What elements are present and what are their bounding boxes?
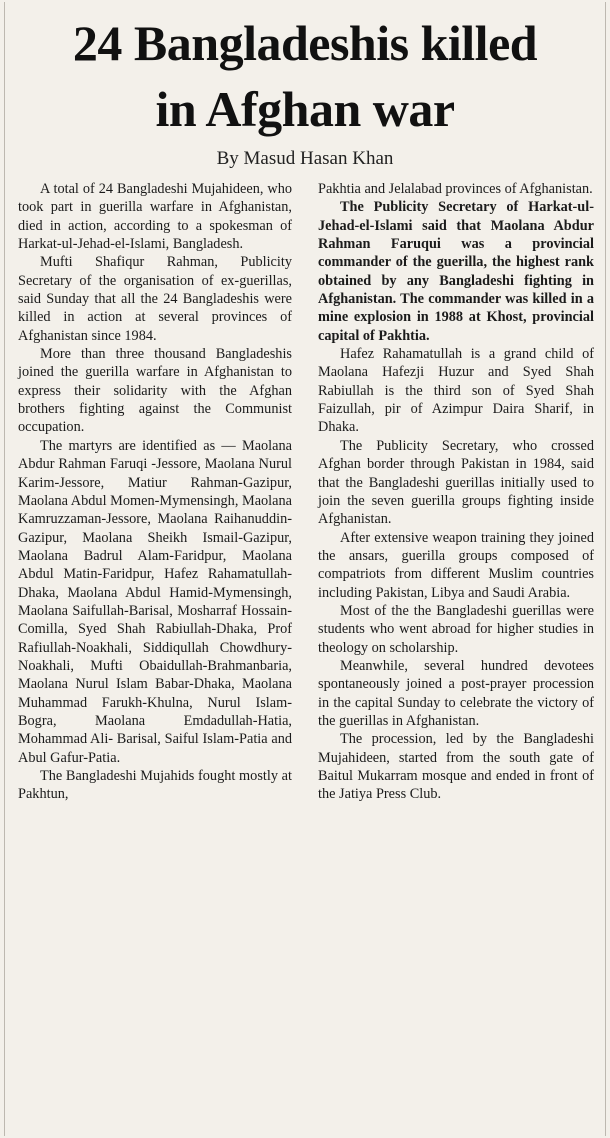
paragraph: A total of 24 Bangladeshi Mujahideen, who took part in guerilla warfare in Afghanistan, died in action, according to a spokesman of Harkat-ul-Jehad-el-Islami, Bangladesh. xyxy=(18,181,292,253)
paragraph: Mufti Shafiqur Rahman, Publicity Secretary of the organisation of ex-guerillas, said Sunday that all the 24 Bangladeshis were killed in action at several provinces of Afghanistan since 1984. xyxy=(18,254,292,344)
headline-line-2: in Afghan war xyxy=(155,81,455,137)
paragraph: More than three thousand Bangladeshis joined the guerilla warfare in Afghanistan to express their solidarity with the Afghan brothers fighting against the Communist occupation. xyxy=(18,346,292,436)
paragraph: Hafez Rahamatullah is a grand child of Maolana Hafezji Huzur and Syed Shah Rabiullah is the third son of Syed Shah Faizullah, pir of Azimpur Daira Sharif, in Dhaka. xyxy=(318,346,594,436)
paragraph-continuation: Pakhtia and Jelalabad provinces of Afghanistan. xyxy=(318,181,593,197)
article-column-1 xyxy=(18,180,292,804)
paragraph: The Bangladeshi Mujahids fought mostly at Pakhtun, xyxy=(18,768,292,803)
article-column-2 xyxy=(318,180,594,804)
paragraph: Most of the the Bangladeshi guerillas were students who went abroad for higher studies in theology on scholarship. xyxy=(318,602,594,656)
paragraph: Meanwhile, several hundred devotees spontaneously joined a post-prayer procession in the capital Sunday to celebrate the victory of the guerillas in Afghanistan. xyxy=(318,657,594,729)
byline: By Masud Hasan Khan xyxy=(216,148,394,169)
headline-line-1: 24 Bangladeshis killed xyxy=(72,15,538,71)
paragraph: The Publicity Secretary, who crossed Afghan border through Pakistan in 1984, said that the Bangladeshi guerillas initially used to join the seven guerilla groups fighting inside Afghanistan. xyxy=(318,437,594,528)
paragraph: After extensive weapon training they joined the ansars, guerilla groups composed of compatriots from different Muslim countries including Pakistan, Libya and Saudi Arabia. xyxy=(318,529,594,601)
paragraph: The procession, led by the Bangladeshi Mujahideen, started from the south gate of Baitul Mukarram mosque and ended in front of the Jatiya Press Club. xyxy=(318,731,594,803)
paragraph: The Publicity Secretary of Harkat-ul-Jehad-el-Islami said that Maolana Abdur Rahman Faruqui was a provincial commander of the guerilla, the highest rank obtained by any Bangladeshi fighting in Afghanistan. The commander was killed in a mine explosion in 1988 at Khost, provincial capital of Pakhtia. xyxy=(318,199,594,344)
paragraph: The martyrs are identified as — Maolana Abdur Rahman Faruqi -Jessore, Maolana Nurul Karim-Jessore, Matiur Rahman-Gazipur, Maolana Abdul Momen-Mymensingh, Maolana Kamruzzaman-Jessore, Maolana Raihanuddin-Gazipur, Maolana Sheikh Ismail-Gazipur, Maolana Badrul Alam-Faridpur, Maolana Abdul Matin-Faridpur, Hafez Rahamatullah-Dhaka, Maolana Abdul Hamid-Mymensingh, Maolana Saifullah-Barisal, Mosharraf Hossain-Comilla, Syed Shah Rabiullah-Dhaka, Prof Rafiullah-Noakhali, Siddiqullah Chowdhury-Noakhali, Mufti Obaidullah-Brahmanbaria, Maolana Nurul Islam Babar-Dhaka, Maolana Muhammad Farukh-Khulna, Nurul Islam-Bogra, Maolana Emdadullah-Hatia, Mohammad Ali- Barisal, Saiful Islam-Patia and Abul Gafur-Patia. xyxy=(18,437,292,766)
